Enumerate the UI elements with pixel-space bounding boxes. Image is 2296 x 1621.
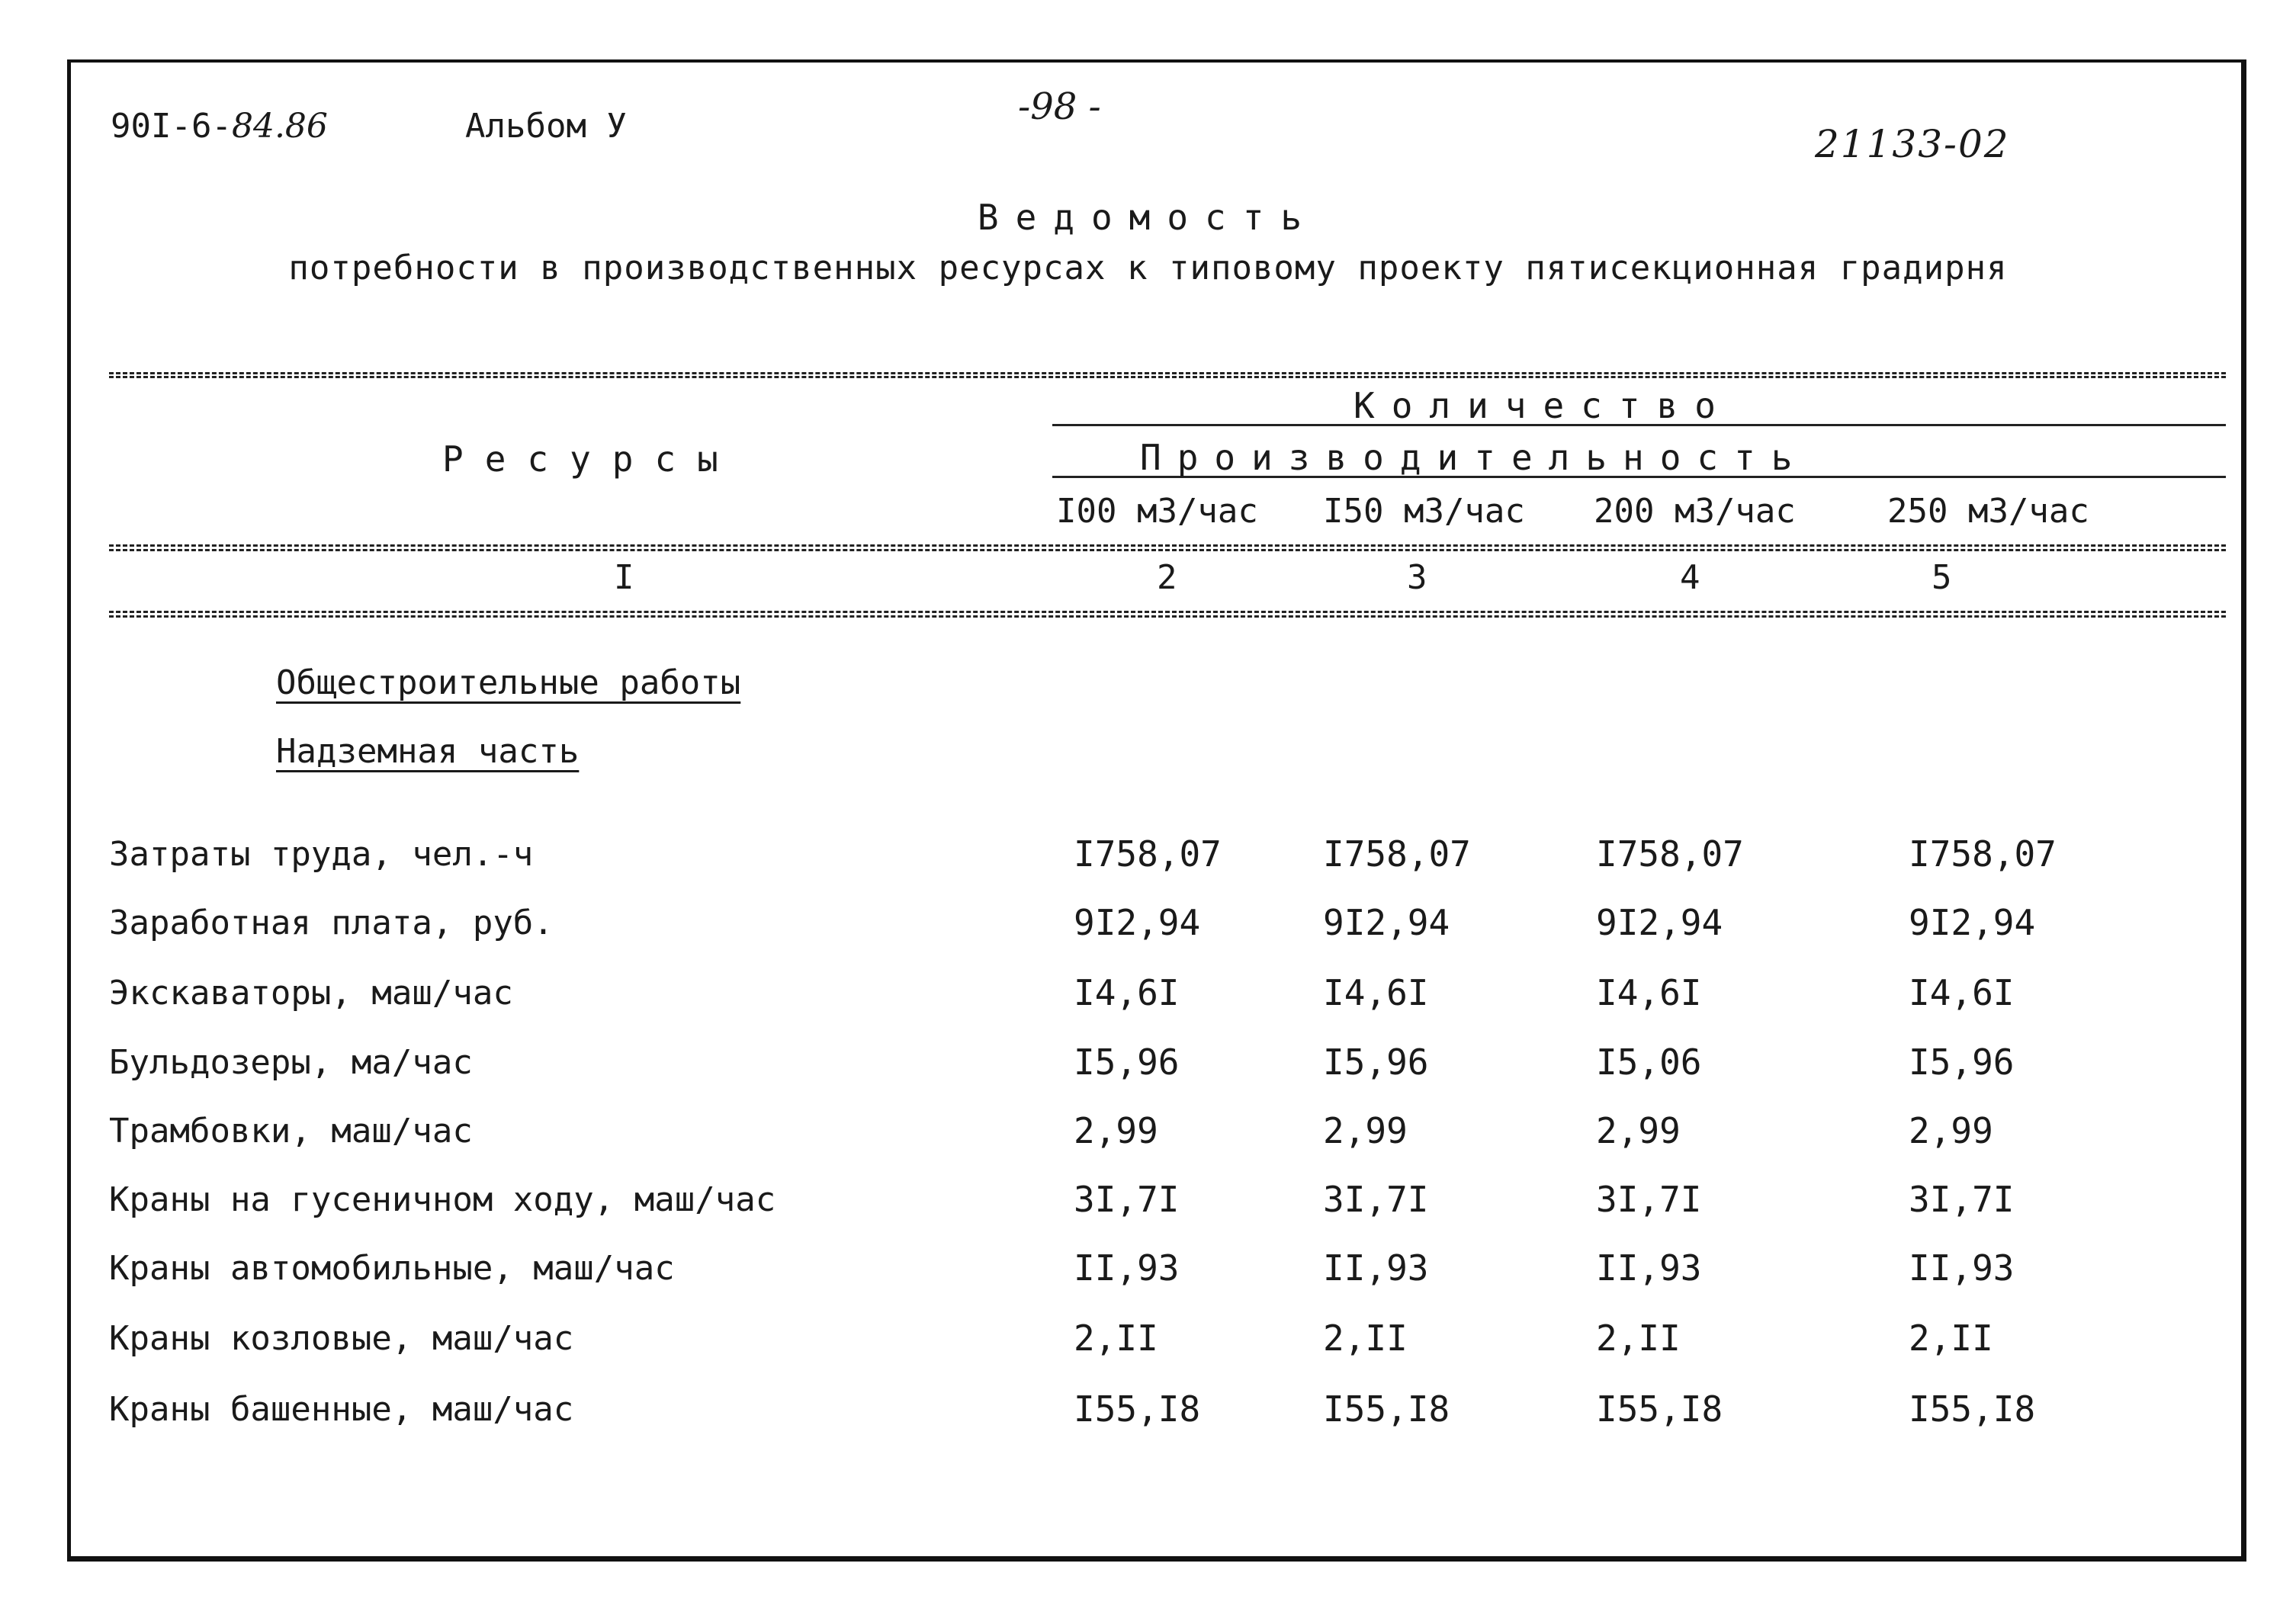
capacity-header: 200 м3/час: [1594, 492, 1796, 531]
table-cell: I4,6I: [1596, 972, 1702, 1013]
table-cell: 2,99: [1074, 1110, 1158, 1151]
table-cell: I758,07: [1323, 833, 1471, 875]
table-cell: II,93: [1909, 1247, 2015, 1289]
table-cell: 3I,7I: [1074, 1179, 1180, 1220]
column-number: I: [614, 558, 634, 597]
column-number: 4: [1680, 558, 1700, 597]
table-cell: I758,07: [1074, 833, 1222, 875]
column-number: 5: [1932, 558, 1952, 597]
table-cell: 2,99: [1909, 1110, 1993, 1151]
document-number: 21133-02: [1815, 122, 2010, 166]
table-cell: II,93: [1074, 1247, 1180, 1289]
table-cell: 9I2,94: [1909, 902, 2036, 943]
row-label: Бульдозеры, ма/час: [109, 1043, 473, 1082]
table-cell: 2,II: [1909, 1318, 1993, 1359]
document-code: [111, 107, 328, 146]
capacity-header: 250 м3/час: [1887, 492, 2089, 531]
capacity-header: I50 м3/час: [1323, 492, 1525, 531]
capacity-header: I00 м3/час: [1056, 492, 1258, 531]
code-handwritten: 84.86: [231, 107, 328, 146]
table-cell: I5,96: [1909, 1042, 2015, 1083]
table-cell: 2,II: [1596, 1318, 1681, 1359]
table-cell: I758,07: [1909, 833, 2057, 875]
table-cell: II,93: [1323, 1247, 1429, 1289]
table-cell: II,93: [1596, 1247, 1702, 1289]
code-prefix: 90I-6-: [111, 107, 232, 146]
row-label: Заработная плата, руб.: [109, 904, 554, 942]
row-label: Трамбовки, маш/час: [109, 1112, 473, 1151]
table-cell: 3I,7I: [1909, 1179, 2015, 1220]
row-label: Экскаваторы, маш/час: [109, 974, 513, 1013]
table-top-rule-2: [109, 376, 2226, 378]
table-cell: I758,07: [1596, 833, 1744, 875]
table-cell: 9I2,94: [1323, 902, 1450, 943]
table-cell: 3I,7I: [1323, 1179, 1429, 1220]
row-label: Краны козловые, маш/час: [109, 1319, 574, 1358]
table-top-rule: [109, 372, 2226, 374]
table-cell: I5,96: [1323, 1042, 1429, 1083]
table-cell: 2,99: [1323, 1110, 1408, 1151]
table-cell: 2,II: [1074, 1318, 1158, 1359]
page-number: -98 -: [1018, 85, 1101, 128]
album-label: Альбом У: [465, 107, 627, 146]
table-cell: I55,I8: [1596, 1388, 1723, 1430]
table-cell: 2,99: [1596, 1110, 1681, 1151]
column-group-capacity: Производительность: [1140, 437, 1809, 478]
table-cell: I5,96: [1074, 1042, 1180, 1083]
table-cell: I5,06: [1596, 1042, 1702, 1083]
row-label: Краны автомобильные, маш/час: [109, 1249, 675, 1288]
numbers-bottom-rule-2: [109, 615, 2226, 618]
table-cell: I4,6I: [1323, 972, 1429, 1013]
table-cell: I4,6I: [1074, 972, 1180, 1013]
header-bottom-rule-2: [109, 549, 2226, 551]
table-cell: 9I2,94: [1074, 902, 1201, 943]
header-bottom-rule: [109, 544, 2226, 547]
column-number: 2: [1157, 558, 1177, 597]
row-label: Краны на гусеничном ходу, маш/час: [109, 1180, 776, 1219]
column-group-quantity: Количество: [1354, 385, 1732, 426]
column-header-resources: Ресурсы: [442, 438, 740, 480]
page-title: Ведомость: [977, 197, 1319, 238]
subsection-heading: Надземная часть: [276, 732, 580, 771]
row-label: Краны башенные, маш/час: [109, 1390, 574, 1429]
table-cell: I4,6I: [1909, 972, 2015, 1013]
page-subtitle: потребности в производственных ресурсах к типовому проекту пятисекционная градирня: [288, 249, 2008, 287]
numbers-bottom-rule: [109, 611, 2226, 613]
column-number: 3: [1407, 558, 1427, 597]
table-cell: 9I2,94: [1596, 902, 1723, 943]
table-cell: I55,I8: [1909, 1388, 2036, 1430]
table-cell: I55,I8: [1074, 1388, 1201, 1430]
table-cell: 3I,7I: [1596, 1179, 1702, 1220]
table-cell: I55,I8: [1323, 1388, 1450, 1430]
row-label: Затраты труда, чел.-ч: [109, 835, 534, 874]
table-cell: 2,II: [1323, 1318, 1408, 1359]
section-heading: Общестроительные работы: [276, 663, 741, 702]
